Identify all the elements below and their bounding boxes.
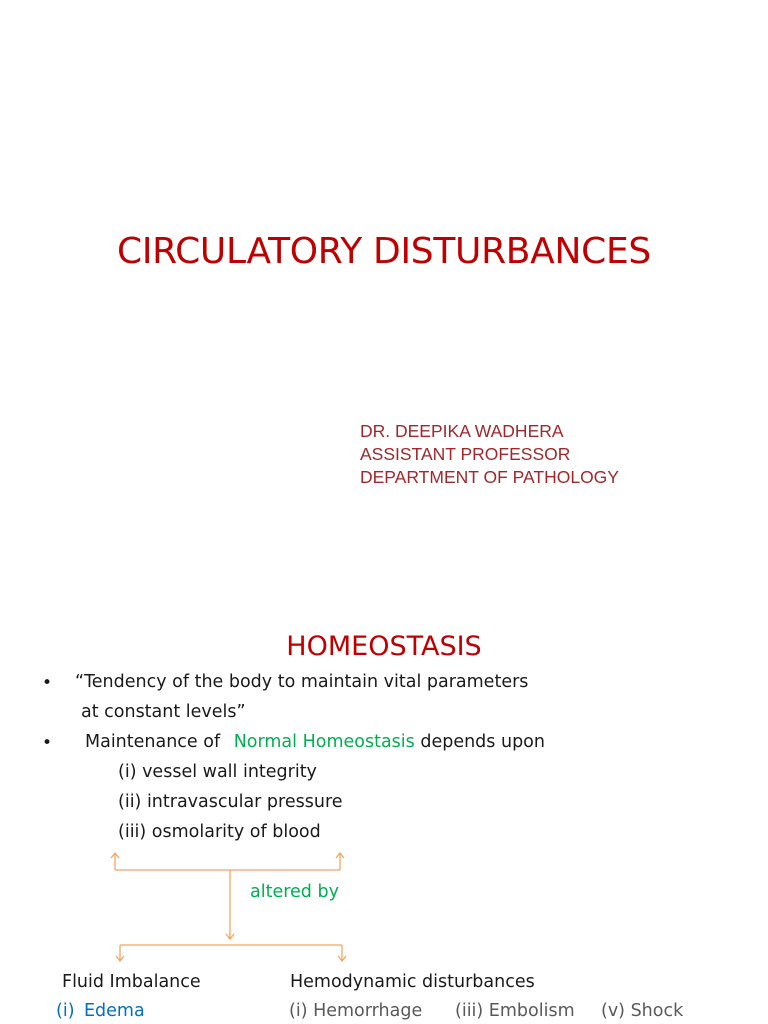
normal-homeostasis-term: Normal Homeostasis <box>233 732 415 752</box>
flow-connector-diagram <box>0 576 768 1024</box>
connector-lines <box>111 853 346 961</box>
slide-title: CIRCULATORY DISTURBANCES <box>117 231 651 272</box>
definition-line-1: “Tendency of the body to maintain vital parameters <box>75 672 529 692</box>
slide-heading: HOMEOSTASIS <box>286 631 482 662</box>
bullet-marker: • <box>42 733 53 753</box>
altered-by-label: altered by <box>250 882 339 902</box>
bullet-marker: • <box>42 673 53 693</box>
author-position: ASSISTANT PROFESSOR <box>360 444 571 464</box>
fluid-imbalance-title: Fluid Imbalance <box>62 972 201 992</box>
homeostasis-slide <box>0 576 768 1024</box>
maintenance-prefix: Maintenance of <box>85 732 226 752</box>
maintenance-suffix: depends upon <box>414 732 545 752</box>
factor-osmolarity: (iii) osmolarity of blood <box>118 822 321 842</box>
hemodynamic-title: Hemodynamic disturbances <box>290 972 535 992</box>
factor-intravascular-pressure: (ii) intravascular pressure <box>118 792 343 812</box>
embolism-item: (iii) Embolism <box>455 1001 575 1021</box>
shock-item: (v) Shock <box>601 1001 684 1021</box>
author-name: DR. DEEPIKA WADHERA <box>360 421 564 441</box>
author-department: DEPARTMENT OF PATHOLOGY <box>360 467 619 487</box>
hemorrhage-item: (i) Hemorrhage <box>289 1001 423 1021</box>
edema-item: Edema <box>84 1001 145 1021</box>
factor-vessel-wall: (i) vessel wall integrity <box>118 762 317 782</box>
edema-numeral: (i) <box>56 1001 75 1021</box>
definition-line-2: at constant levels” <box>81 702 246 722</box>
